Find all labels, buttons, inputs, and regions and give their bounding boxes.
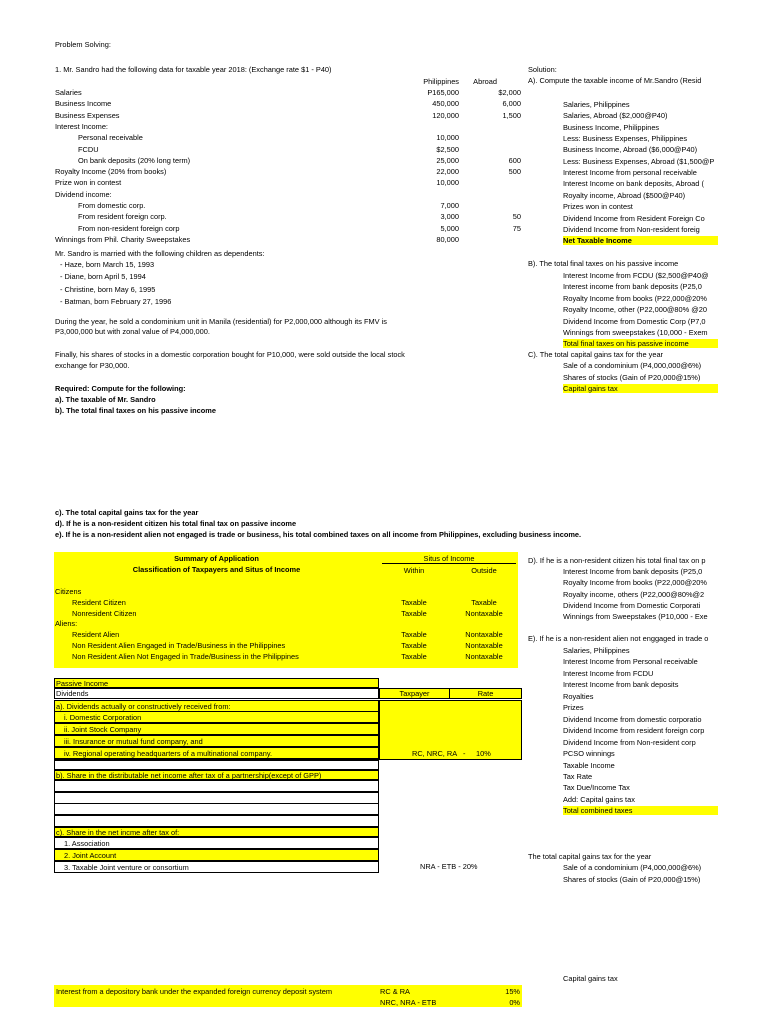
summary-row-label: Resident Alien (72, 630, 120, 640)
outside-header: Outside (471, 566, 497, 575)
summary-row-label: Citizens (55, 587, 82, 596)
summary-row-label: Aliens: (55, 619, 78, 629)
summary-subtitle: Classification of Taxpayers and Situs of Income (132, 565, 301, 574)
solution-item: Interest Income on bank deposits, Abroad ( (563, 179, 704, 189)
row-philippines-value: $2,500 (436, 144, 459, 154)
solution-item: Business Income, Abroad ($6,000@P40) (563, 145, 698, 155)
solution-item: Winnings from sweepstakes (10,000 - Exem (563, 328, 708, 337)
solution-d-heading: D). If he is a non-resident citizen his total final tax on p (528, 556, 706, 565)
solution-item: Taxable Income (563, 760, 615, 770)
summary-row-label: Non Resident Alien Engaged in Trade/Business in the Philippines (72, 641, 286, 650)
dividends-b-empty-row (54, 803, 379, 815)
row-label: Personal receivable (78, 133, 143, 143)
row-philippines-value: 80,000 (436, 234, 459, 244)
interest-taxpayer: RC & RA (380, 987, 410, 996)
dividends-c-item: 1. Association (64, 839, 110, 848)
solution-f-heading: The total capital gains tax for the year (528, 852, 652, 861)
dividends-a-item: iii. Insurance or mutual fund company, and (64, 737, 203, 746)
solution-item: Business Income, Philippines (563, 122, 660, 132)
summary-row-label: Non Resident Alien Not Engaged in Trade/Business in the Philippines (72, 651, 299, 661)
solution-item: Shares of stocks (Gain of P20,000@15%) (563, 372, 701, 382)
summary-row-label: Resident Citizen (72, 597, 126, 607)
solution-item: Salaries, Philippines (563, 100, 630, 109)
summary-outside-value: Nontaxable (465, 630, 503, 640)
row-label: Salaries (55, 88, 82, 97)
solution-f-total: Capital gains tax (563, 974, 618, 983)
solution-item: Dividend Income from resident foreign corp (563, 726, 705, 736)
row-label: From non-resident foreign corp (78, 223, 180, 233)
summary-within-value: Taxable (401, 597, 427, 607)
child-item: - Diane, born April 5, 1994 (60, 272, 146, 282)
row-abroad-value: 50 (512, 212, 521, 222)
dividends-c-border (54, 827, 379, 837)
solution-b-total: Total final taxes on his passive income (563, 339, 718, 348)
passive-title-border (54, 678, 379, 688)
solution-item: Sale of a condominium (P4,000,000@6%) (563, 863, 702, 872)
row-label: Prize won in contest (55, 178, 122, 188)
dividends-b-heading: b). Share in the distributable net income after tax of a partnership(except of GPP) (56, 771, 322, 780)
solution-item: Royalty Income from books (P22,000@20% (563, 293, 707, 303)
solution-c-heading: C). The total capital gains tax for the year (528, 350, 664, 359)
solution-item: Interest Income from bank deposits (563, 680, 679, 690)
row-philippines-value: 25,000 (436, 155, 459, 165)
within-header: Within (403, 566, 425, 575)
row-abroad-value: 500 (508, 167, 521, 177)
row-label: From resident foreign corp. (78, 212, 167, 222)
dividends-b-empty-row (54, 780, 379, 792)
row-label: Interest Income: (55, 121, 108, 131)
row-philippines-value: 3,000 (440, 212, 459, 222)
solution-item: Winnings from Sweepstakes (P10,000 - Exe (563, 612, 708, 622)
solution-item: Dividend Income from domestic corporatio (563, 714, 702, 724)
row-label: On bank deposits (20% long term) (78, 155, 191, 165)
solution-b-heading: B). The total final taxes on his passive income (528, 259, 679, 268)
solution-item: Interest Income from FCDU ($2,500@P40@ (563, 271, 709, 280)
summary-outside-value: Taxable (471, 597, 497, 607)
dividends-c-item: 3. Taxable Joint venture or consortium (64, 863, 189, 872)
solution-a-heading: A). Compute the taxable income of Mr.Sandro (Resid (528, 76, 702, 85)
required-heading: Required: Compute for the following: (55, 384, 186, 393)
solution-item: Less: Business Expenses, Abroad ($1,500@P (563, 156, 715, 166)
solution-item: Interest Income from bank deposits (P25,0 (563, 567, 703, 576)
dividends-a-item: ii. Joint Stock Company (64, 725, 142, 734)
solution-item: Interest Income from Personal receivable (563, 657, 698, 667)
solution-item: Royalties (563, 691, 594, 701)
dividends-a-item: iv. Regional operating headquarters of a multinational company. (64, 749, 273, 758)
summary-row-label: Nonresident Citizen (72, 608, 137, 618)
row-philippines-value: 10,000 (436, 178, 459, 188)
dividends-a-heading: a). Dividends actually or constructively received from: (56, 702, 231, 711)
rate-header: Rate (477, 689, 494, 698)
row-label: Royalty Income (20% from books) (55, 167, 167, 177)
row-abroad-value: $2,000 (498, 88, 521, 97)
row-abroad-value: 75 (512, 223, 521, 233)
problem-intro: 1. Mr. Sandro had the following data for taxable year 2018: (Exchange rate $1 - P40) (55, 65, 332, 74)
child-item: - Haze, born March 15, 1993 (60, 260, 155, 269)
solution-item: Salaries, Abroad ($2,000@P40) (563, 111, 668, 121)
row-philippines-value: 7,000 (440, 201, 459, 210)
row-philippines-value: 10,000 (436, 133, 459, 143)
child-item: - Christine, born May 6, 1995 (60, 284, 156, 294)
situs-header: Situs of Income (423, 554, 475, 563)
problem-title: Problem Solving: (55, 40, 111, 49)
solution-item: Less: Business Expenses, Philippines (563, 134, 688, 144)
required-c: c). The total capital gains tax for the year (55, 508, 199, 517)
dividends-b-empty-row (54, 815, 379, 827)
summary-within-value: Taxable (401, 608, 427, 618)
summary-title: Summary of Application (174, 554, 259, 563)
solution-e-heading: E). If he is a non-resident alien not enggaged in trade o (528, 634, 709, 643)
row-abroad-value: 6,000 (502, 99, 521, 109)
summary-within-value: Taxable (401, 641, 427, 650)
solution-item: Royalty Income from books (P22,000@20% (563, 578, 707, 588)
row-label: Winnings from Phil. Charity Sweepstakes (55, 234, 191, 244)
solution-item: Dividend Income from Domestic Corporati (563, 600, 701, 610)
required-d: d). If he is a non-resident citizen his total final tax on passive income (55, 519, 297, 528)
row-philippines-value: 22,000 (436, 167, 459, 177)
solution-item: Prizes won in contest (563, 202, 633, 212)
dividends-header: Dividends (56, 689, 89, 698)
shares-text-2: exchange for P30,000. (55, 361, 130, 370)
interest-rate: 15% (505, 987, 520, 996)
row-abroad-value: 1,500 (502, 110, 521, 120)
row-label: Business Expenses (55, 110, 120, 120)
solution-item: Dividend Income from Non-resident foreig (563, 224, 700, 234)
dividends-c-item: 2. Joint Account (64, 851, 117, 860)
solution-item: PCSO winnings (563, 749, 615, 759)
interest-taxpayer: NRC, NRA - ETB (380, 998, 437, 1007)
solution-item: Dividend Income from Domestic Corp (P7,0 (563, 316, 706, 326)
row-label: Business Income (55, 99, 112, 109)
solution-item: Dividend Income from Resident Foreign Co (563, 213, 705, 223)
solution-item: Tax Rate (563, 771, 593, 781)
condo-text-2: P3,000,000 but with zonal value of P4,000,000. (55, 327, 210, 336)
row-label: FCDU (78, 144, 99, 154)
solution-item: Royalty income, Abroad ($500@P40) (563, 190, 686, 200)
solution-item: Dividend Income from Non-resident corp (563, 737, 696, 747)
interest-rate: 0% (509, 998, 520, 1007)
dividends-b-empty-row (54, 792, 379, 804)
taxpayer-header: Taxpayer (399, 689, 430, 698)
row-abroad-value: 600 (508, 155, 521, 165)
dividends-c-heading: c). Share in the net incme after tax of: (56, 828, 180, 837)
summary-within-value: Taxable (401, 651, 427, 661)
shares-text-1: Finally, his shares of stocks in a domestic corporation bought for P10,000, were sold outside the local stock (55, 350, 405, 359)
married-text: Mr. Sandro is married with the following children as dependents: (55, 249, 265, 258)
dividends-a-item: i. Domestic Corporation (64, 713, 142, 722)
col-philippines: Philippines (423, 77, 459, 86)
solution-item: Salaries, Philippines (563, 646, 630, 655)
solution-item: Royalty Income, other (P22,000@80% @20 (563, 305, 708, 315)
blank-row (54, 760, 379, 770)
solution-item: Interest Income from FCDU (563, 668, 654, 678)
row-philippines-value: 120,000 (432, 110, 459, 120)
row-philippines-value: 450,000 (432, 99, 459, 109)
row-label: Dividend income: (55, 189, 112, 199)
dividends-a-taxpayer: RC, NRC, RA (412, 749, 458, 758)
required-a: a). The taxable of Mr. Sandro (55, 395, 156, 404)
solution-item: Sale of a condominium (P4,000,000@6%) (563, 361, 702, 370)
dividends-header-cell (54, 688, 379, 699)
dividends-c-taxpayer: NRA - ETB - 20% (420, 862, 478, 871)
interest-label: Interest from a depository bank under the expanded foreign currency deposit system (56, 987, 333, 996)
passive-title: Passive Income (56, 679, 109, 688)
summary-outside-value: Nontaxable (465, 651, 503, 661)
solution-title: Solution: (528, 65, 557, 74)
summary-outside-value: Nontaxable (465, 608, 503, 618)
row-philippines-value: 5,000 (440, 223, 459, 233)
solution-item: Interest income from bank deposits (P25,0 (563, 282, 702, 292)
solution-item: Shares of stocks (Gain of P20,000@15%) (563, 874, 701, 884)
solution-a-total: Net Taxable Income (563, 236, 718, 245)
row-philippines-value: P165,000 (427, 88, 459, 97)
solution-item: Prizes (563, 703, 584, 713)
solution-e-total: Total combined taxes (563, 806, 718, 815)
child-item: - Batman, born February 27, 1996 (60, 296, 172, 306)
condo-text-1: During the year, he sold a condominium unit in Manila (residential) for P2,000,000 although its FMV is (55, 317, 387, 326)
required-b: b). The total final taxes on his passive income (55, 406, 216, 415)
summary-outside-value: Nontaxable (465, 641, 503, 650)
row-label: From domestic corp. (78, 201, 146, 210)
solution-item: Add: Capital gains tax (563, 794, 635, 804)
dividends-b-border (54, 770, 379, 780)
summary-within-value: Taxable (401, 630, 427, 640)
dividends-a-rate: 10% (476, 749, 491, 758)
situs-underline (382, 563, 516, 564)
solution-item: Royalty income, others (P22,000@80%@2 (563, 589, 705, 599)
solution-c-total: Capital gains tax (563, 384, 718, 393)
col-abroad: Abroad (473, 77, 497, 86)
solution-item: Tax Due/Income Tax (563, 783, 630, 793)
dividends-a-dash: - (463, 749, 466, 758)
solution-item: Interest Income from personal receivable (563, 168, 697, 178)
required-e: e). If he is a non-resident alien not engaged is trade or business, his total combined taxes on all income from Philippines, excluding business income. (55, 530, 582, 539)
